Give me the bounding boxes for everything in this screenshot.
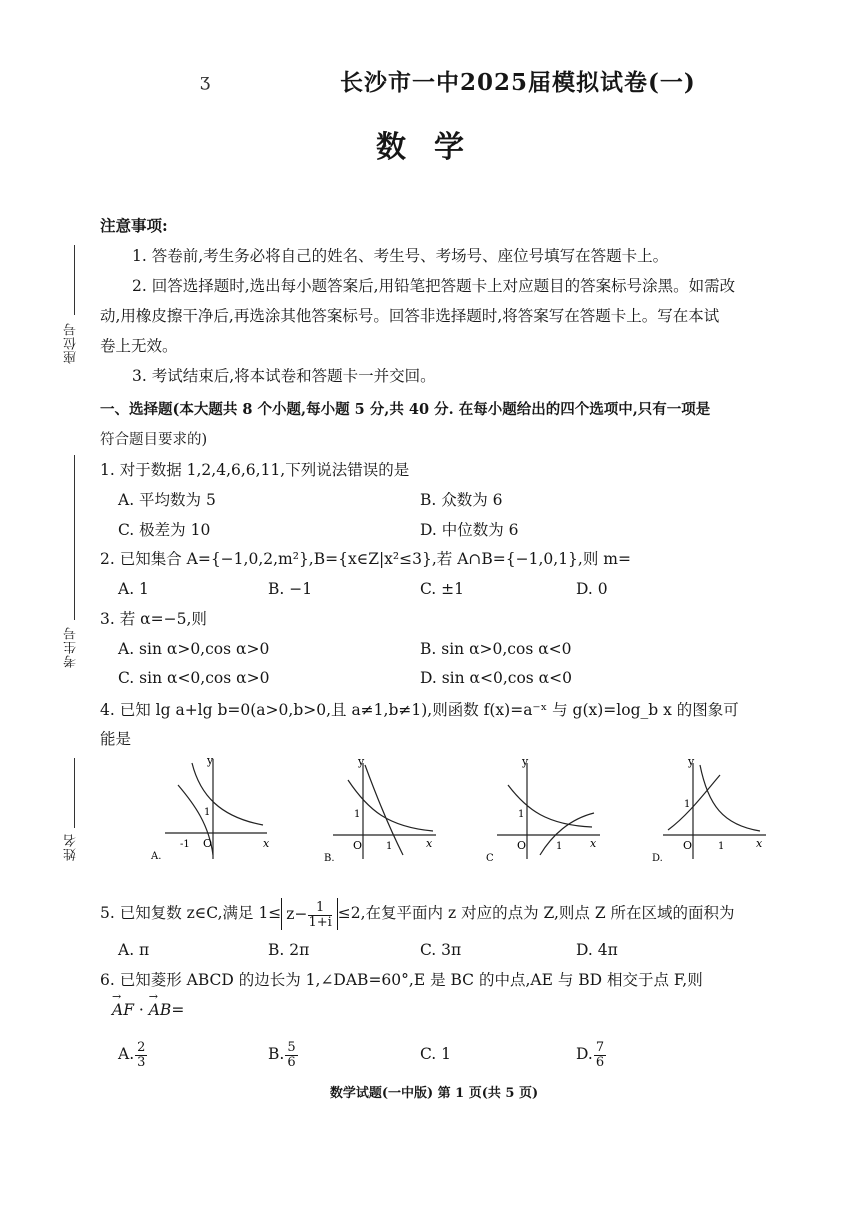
graph-a-origin: O: [203, 837, 213, 850]
q5-frac-den: 1+i: [308, 914, 332, 930]
q6-option-d: [576, 1038, 607, 1070]
graph-c-x-label: x: [590, 837, 597, 850]
q6-d-den: 6: [595, 1054, 605, 1070]
graph-d-y-label: y: [688, 755, 695, 768]
q6-a-frac: [135, 1041, 147, 1070]
graph-a-one: 1: [204, 807, 211, 818]
q6-a-den: 3: [137, 1054, 146, 1070]
graph-a: [145, 755, 275, 865]
graph-c-origin: O: [517, 839, 527, 852]
graph-b-origin: O: [353, 839, 363, 852]
notice-item-3: 3. 考试结束后,将本试卷和答题卡一并交回。: [132, 367, 436, 385]
q6-stem-line2: [112, 1000, 184, 1020]
q5-stem: [100, 895, 735, 931]
q3-option-d: D. sin α<0,cos α<0: [420, 669, 573, 687]
graph-b: [318, 755, 448, 865]
graph-d-one-x: 1: [718, 841, 725, 852]
q6-stem-line1: 6. 已知菱形 ABCD 的边长为 1,∠DAB=60°,E 是 BC 的中点,AE 与 BD 相交于点 F,则: [100, 971, 703, 989]
q6-d-label: D.: [576, 1045, 593, 1063]
q5-option-a: A. π: [118, 941, 150, 959]
q5-post: ≤2,在复平面内 z 对应的点为 Z,则点 Z 所在区域的面积为: [337, 904, 735, 922]
notice-item-2-line3: 卷上无效。: [100, 337, 178, 355]
q2-stem: 2. 已知集合 A={−1,0,2,m²},B={x∈Z|x²≤3},若 A∩B={−1,0,1},则 m=: [100, 550, 631, 568]
graph-c: [482, 755, 612, 865]
q6-dot: ·: [133, 1001, 149, 1019]
q3-option-b: B. sin α>0,cos α<0: [420, 640, 572, 658]
q6-vec-ab: → AB: [149, 1000, 172, 1020]
seat-label: 座位号: [64, 322, 79, 364]
graph-c-one-x: 1: [556, 841, 563, 852]
graph-d-x-label: x: [756, 837, 763, 850]
graph-b-x-label: x: [426, 837, 433, 850]
graph-d-origin: O: [683, 839, 693, 852]
q5-frac: [308, 901, 331, 930]
q1-option-b: B. 众数为 6: [420, 491, 503, 509]
section1-text: 一、选择题(本大题共 8 个小题,每小题 5 分,共 40 分. 在每小题给出的四个选项中,只有一项是: [100, 401, 711, 418]
graph-d: [648, 755, 778, 865]
q5-abs: [281, 898, 337, 930]
page-footer: 数学试题(一中版) 第 1 页(共 5 页): [329, 1086, 539, 1101]
notice-item-1: 1. 答卷前,考生务必将自己的姓名、考生号、考场号、座位号填写在答题卡上。: [132, 247, 669, 265]
q2-option-d: D. 0: [576, 580, 608, 598]
q3-option-a: A. sin α>0,cos α>0: [118, 640, 270, 658]
q5-option-c: C. 3π: [420, 941, 462, 959]
name-label: 姓名: [64, 833, 79, 861]
q6-b-frac: [285, 1041, 297, 1070]
graph-c-label: C: [486, 853, 494, 864]
q1-option-c: C. 极差为 10: [118, 521, 211, 539]
graph-a-label: A.: [151, 851, 162, 862]
graph-d-label: D.: [652, 853, 663, 864]
graph-b-y-label: y: [358, 755, 365, 768]
exam-title: 长沙市一中2025届模拟试卷(一): [340, 69, 696, 96]
q6-eq: =: [171, 1001, 185, 1019]
graph-a-x-label: x: [263, 837, 270, 850]
q4-stem-line1: 4. 已知 lg a+lg b=0(a>0,b>0,且 a≠1,b≠1),则函数 f(x)=a⁻ˣ 与 g(x)=log_b x 的图象可: [100, 701, 739, 719]
graph-c-y-label: y: [522, 755, 529, 768]
q6-b-label: B.: [268, 1045, 285, 1063]
q3-stem: 3. 若 α=−5,则: [100, 610, 207, 628]
q6-a-label: A.: [118, 1045, 135, 1063]
q5-pre: 5. 已知复数 z∈C,满足 1≤: [100, 904, 282, 922]
graph-d-one-y: 1: [684, 799, 691, 810]
q5-abs-pre: z−: [286, 905, 308, 923]
q5-option-d: D. 4π: [576, 941, 618, 959]
q6-b-den: 6: [287, 1054, 296, 1070]
q4-stem-line2: 能是: [100, 730, 132, 748]
seat-line: [74, 245, 75, 315]
q1-stem: 1. 对于数据 1,2,4,6,6,11,下列说法错误的是: [100, 461, 410, 479]
q6-b-num: 5: [287, 1039, 296, 1055]
q2-option-c: C. ±1: [420, 580, 465, 598]
name-line: [74, 758, 75, 828]
q6-option-c: C. 1: [420, 1045, 452, 1063]
exam-no-line: [74, 455, 75, 620]
q6-a-num: 2: [137, 1039, 146, 1055]
q3-option-c: C. sin α<0,cos α>0: [118, 669, 270, 687]
q2-option-b: B. −1: [268, 580, 313, 598]
notice-heading: 注意事项:: [100, 216, 168, 235]
subject-title: 数学: [376, 130, 492, 165]
graph-b-one-x: 1: [386, 841, 393, 852]
q6-d-frac: [594, 1041, 606, 1070]
q2-option-a: A. 1: [118, 580, 149, 598]
graph-b-label: B.: [324, 853, 335, 864]
graph-a-neg1: -1: [180, 839, 190, 850]
corner-mark: ʒ: [200, 70, 211, 91]
notice-item-2-line2: 动,用橡皮擦干净后,再选涂其他答案标号。回答非选择题时,将答案写在答题卡上。写在本试: [100, 307, 720, 325]
section1-line2: 符合题目要求的): [100, 432, 208, 448]
q5-frac-num: 1: [308, 901, 331, 916]
exam-no-label: 考生号: [64, 626, 79, 668]
q1-option-d: D. 中位数为 6: [420, 521, 519, 539]
q6-vec-af: → AF: [112, 1000, 134, 1020]
graph-b-one-y: 1: [354, 809, 361, 820]
section1-line1: [100, 400, 710, 420]
notice-item-2-line1: 2. 回答选择题时,选出每小题答案后,用铅笔把答题卡上对应题目的答案标号涂黑。如需改: [132, 277, 736, 295]
graph-a-y-label: y: [207, 755, 214, 767]
q6-option-a: [118, 1038, 148, 1070]
q5-option-b: B. 2π: [268, 941, 310, 959]
q6-d-num: 7: [595, 1039, 605, 1055]
graph-c-one-y: 1: [518, 809, 525, 820]
q1-option-a: A. 平均数为 5: [118, 491, 216, 509]
q6-option-b: [268, 1038, 299, 1070]
